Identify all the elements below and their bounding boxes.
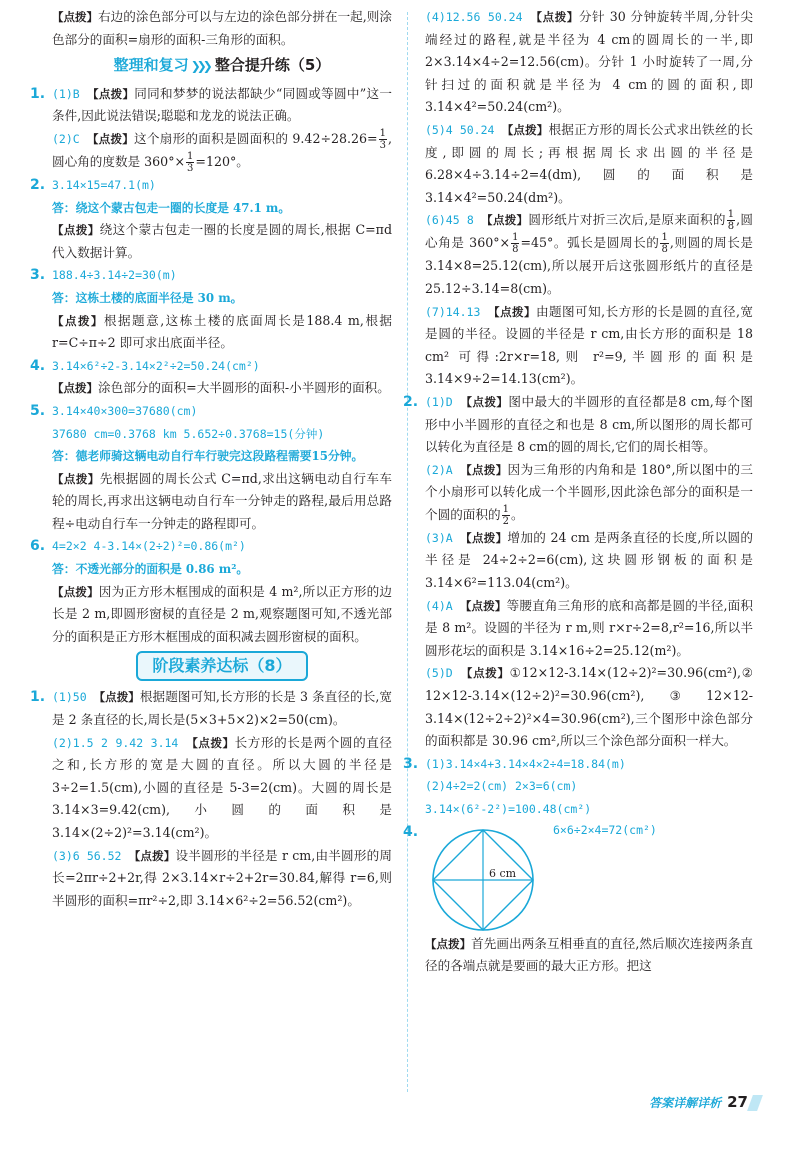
left-column (30, 6, 393, 912)
answer-5-calc2: 37680 cm=0.3768 km 5.652÷0.3768=15(分钟) (52, 426, 325, 441)
answer-6-calc: 6. 4=2×2 4-3.14×(2÷2)²=0.86(m²) (30, 538, 246, 555)
answer-3-calc: 3. 188.4÷3.14÷2=30(m) (30, 267, 177, 284)
answer-4-calc: 4. 3.14×6²÷2-3.14×2²÷2=50.24(cm²) (30, 357, 260, 374)
column-divider (407, 12, 408, 1092)
page-tab-icon (747, 1095, 763, 1111)
footer-label: 答案详解详析 (649, 1096, 722, 1110)
answer-1-2: (2)C 【点拨】这个扇形的面积是圆面积的 9.42÷28.26= $\frac{1}{3}$ ,圆心角的度数是 360°× $\frac{1}{3}$ =120°。 (52, 127, 393, 174)
section-heading-stage (52, 651, 392, 681)
answer-4-figure: 4. 6 cm 6×6÷2×4=72(cm²) (425, 821, 753, 933)
section-heading-review (52, 54, 392, 78)
stage-answer-1-2: (2)1.5 2 9.42 3.14 【点拨】长方形的长是两个圆的直径之和,长方形的宽是大圆的直径。所以大圆的半径是 3÷2=1.5(cm),小圆的直径是 5-3=2(cm)。大圆的周长是 3.14×3=9.42(cm),小圆的面积是 3.14×(2÷2)²=3.14(cm²)。 (52, 734, 393, 840)
section-title-stage: 阶段素养达标（8） (136, 651, 307, 681)
stage-answer-3-1: 3. (1)3.14×4+3.14×4×2÷4=18.84(m) (403, 755, 626, 772)
page-footer (649, 1092, 760, 1111)
stage-answer-1-6: (6)45 8 【点拨】圆形纸片对折三次后,是原来面积的 $\frac{1}{8}$ ,圆心角是 360°× $\frac{1}{8}$ =45°。弧长是圆周长的 $\frac{1}{8}$ ,则圆的周长是 3.14×8=25.12(cm),所以展开后这张圆形纸片的直径是 25.12÷3.14=8(cm)。 (425, 209, 754, 296)
fraction: $\frac{1}{8}$ (661, 232, 668, 256)
answer-4-tip: 【点拨】涂色部分的面积=大半圆形的面积-小半圆形的面积。 (52, 380, 390, 396)
answer-5-calc: 5. 3.14×40×300=37680(cm) (30, 402, 198, 419)
fraction: $\frac{1}{3}$ (187, 150, 194, 174)
circle-square-diagram (425, 825, 543, 933)
answer-2-calc: 2. 3.14×15=47.1(m) (30, 176, 156, 193)
stage-answer-2-2: (2)A 【点拨】因为三角形的内角和是 180°,所以图中的三个小扇形可以转化成一个半圆形,因此涂色部分的面积是一个圆的面积的 $\frac{1}{2}$ 。 (425, 461, 754, 527)
answer-2-tip: 【点拨】绕这个蒙古包走一圈的长度是圆的周长,根据 C=πd 代入数据计算。 (52, 222, 392, 260)
answer-6-statement: 答：不透光部分的面积是 0.86 m²。 (52, 562, 249, 577)
answer-5-tip: 【点拨】先根据圆的周长公式 C=πd,求出这辆电动自行车车轮的周长,再求出这辆电动自行车一分钟走的路程,最后用总路程÷电动自行车一分钟走的路程即可。 (52, 470, 392, 531)
fraction: $\frac{1}{8}$ (512, 232, 519, 256)
right-column (403, 6, 754, 978)
radius-label: 6 cm (489, 866, 517, 880)
intro-paragraph: 【点拨】右边的涂色部分可以与左边的涂色部分拼在一起,则涂色部分的面积=扇形的面积-三角形的面积。 (52, 9, 393, 47)
fraction: $\frac{1}{8}$ (727, 209, 735, 233)
answer-4-tip: 【点拨】首先画出两条互相垂直的直径,然后顺次连接两条直径的各端点就是要画的最大正方形。把这 (425, 935, 754, 974)
chevron-right-icon: ❯❯❯ (190, 59, 209, 74)
stage-answer-2-1: 2. (1)D 【点拨】图中最大的半圆形的直径都是8 cm,每个图形中小半圆形的直径之和也是 8 cm,所以图形的周长都可以转化为直径是 8 cm的圆的周长,它们的周长相等。 (403, 393, 754, 455)
stage-answer-2-3: (3)A 【点拨】增加的 24 cm 是两条直径的长度,所以圆的半径是 24÷2÷2=6(cm),这块圆形钢板的面积是 3.14×6²=113.04(cm²)。 (425, 529, 753, 591)
answer-6-tip: 【点拨】因为正方形木框围成的面积是 4 m²,所以正方形的边长是 2 m,即圆形窗棂的直径是 2 m,观察题图可知,不透光部分的面积是正方形木框围成的面积减去圆形窗棂的面积。 (52, 583, 393, 644)
answer-4-calc: 6×6÷2×4=72(cm²) (553, 822, 657, 837)
stage-answer-2-4: (4)A 【点拨】等腰直角三角形的底和高都是圆的半径,面积是 8 m²。设圆的半径为 r m,则 r×r÷2=8,r²=16,所以半圆形花坛的面积是 3.14×16÷2=25.12(m²)。 (425, 597, 754, 658)
stage-answer-1-5: (5)4 50.24 【点拨】根据正方形的周长公式求出铁丝的长度,即圆的周长;再根据周长求出圆的半径是 6.28×4÷3.14÷2=4(dm),圆的面积是 3.14×4²=50.24(dm²)。 (425, 121, 754, 205)
fraction: $\frac{1}{3}$ (379, 127, 386, 151)
page-number: 27 (727, 1093, 748, 1111)
stage-answer-1-3: (3)6 56.52 【点拨】设半圆形的半径是 r cm,由半圆形的周长=2πr÷2+2r,得 2×3.14×r÷2+2r=30.84,解得 r=6,则半圆形的面积=πr²÷2,即 3.14×6²÷2=56.52(cm²)。 (52, 847, 392, 908)
answer-5-statement: 答：德老师骑这辆电动自行车行驶完这段路程需要15分钟。 (52, 449, 364, 464)
section-title-review: 整理和复习 (113, 56, 189, 75)
section-subtitle: 整合提升练（5） (214, 56, 331, 75)
stage-answer-1-4: (4)12.56 50.24 【点拨】分针 30 分钟旋转半周,分针尖端经过的路程,就是半径为 4 cm的圆周长的一半,即 2×3.14×4÷2=12.56(cm)。分针 1 小时旋转了一周,分针扫过的面积就是半径为 4 cm的圆的面积,即 3.14×4²=50.24(cm²)。 (425, 9, 753, 115)
stage-answer-1-1: 1. (1)50 【点拨】根据题图可知,长方形的长是 3 条直径的长,宽是 2 条直径的长,周长是(5×3+5×2)×2=50(cm)。 (30, 689, 393, 728)
stage-answer-3-2: (2)4÷2=2(cm) 2×3=6(cm) (425, 779, 578, 794)
fraction: $\frac{1}{2}$ (502, 503, 509, 527)
answer-2-statement: 答：绕这个蒙古包走一圈的长度是 47.1 m。 (52, 200, 291, 215)
stage-answer-1-7: (7)14.13 【点拨】由题图可知,长方形的长是圆的直径,宽是圆的半径。设圆的半径是 r cm,由长方形的面积是 18 cm² 可得:2r×r=18,则 r²=9,半圆形的面积是 3.14×9÷2=14.13(cm²)。 (425, 303, 754, 387)
stage-answer-3-3: 3.14×(6²-2²)=100.48(cm²) (425, 802, 592, 816)
answer-3-tip: 【点拨】根据题意,这栋土楼的底面周长是188.4 m,根据 r=C÷π÷2 即可求出底面半径。 (52, 312, 392, 351)
stage-answer-2-5: (5)D 【点拨】①12×12-3.14×(12÷2)²=30.96(cm²),② 12×12-3.14×(12÷2)²=30.96(cm²),③12×12-3.14×(12÷2÷2)²×4=30.96(cm²),三个图形中涂色部分的面积都是 30.96 cm²,所以三个涂色部分面积一样大。 (425, 665, 753, 749)
answer-3-statement: 答：这栋土楼的底面半径是 30 m。 (52, 290, 243, 305)
answer-1-1: 1. (1)B 【点拨】同同和梦梦的说法都缺少“同圆或等圆中”这一条件,因此说法错误;聪聪和龙龙的说法正确。 (30, 85, 392, 124)
